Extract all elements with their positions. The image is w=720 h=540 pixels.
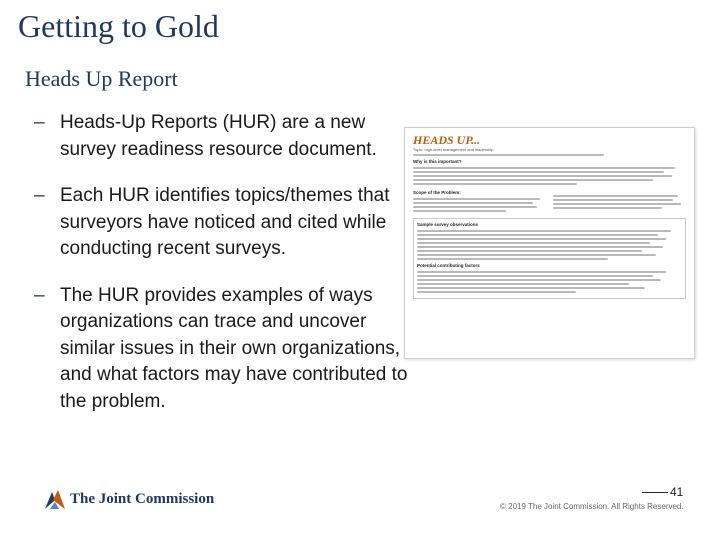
thumbnail-section-factors: Potential contributing factors — [417, 263, 480, 268]
bullet-item — [34, 183, 410, 263]
page-number: 41 — [670, 485, 684, 499]
text-line — [413, 202, 533, 204]
text-line — [413, 210, 506, 212]
text-line — [417, 283, 629, 285]
bullet-text: The HUR provides examples of ways organizations can trace and uncover similar issues in their own organizations, and what factors may have contributed to the problem. — [60, 284, 408, 412]
text-line — [413, 154, 604, 156]
thumbnail-section-samples: Sample survey observations — [417, 222, 479, 227]
copyright-notice: © 2019 The Joint Commission. All Rights Reserved. — [500, 502, 684, 511]
text-line — [417, 287, 645, 289]
thumbnail-col-left — [413, 187, 547, 214]
slide-title: Getting to Gold — [18, 8, 219, 44]
text-line — [417, 271, 666, 273]
logo-text: The Joint Commission — [70, 490, 215, 507]
text-line — [417, 250, 642, 252]
text-line — [553, 195, 678, 197]
bullet-dash: – — [34, 185, 45, 206]
text-line — [413, 206, 537, 208]
text-line — [417, 275, 653, 277]
thumbnail-section-scope: Scope of the Problem: — [413, 190, 461, 195]
text-line — [553, 207, 662, 209]
bullet-item — [34, 283, 410, 416]
text-line — [417, 234, 658, 236]
text-line — [417, 279, 661, 281]
text-line — [417, 258, 608, 260]
text-line — [417, 254, 656, 256]
thumbnail-doc-subtitle: Topic: high-level management and leadership — [413, 147, 494, 152]
text-line — [417, 230, 671, 232]
text-line — [417, 246, 663, 248]
bullet-item — [34, 110, 410, 163]
bullet-list — [34, 110, 410, 435]
slide-subtitle: Heads Up Report — [25, 66, 178, 91]
text-line — [417, 242, 650, 244]
bullet-dash: – — [34, 112, 45, 133]
text-line — [553, 199, 673, 201]
page-number-rule — [642, 492, 668, 493]
thumbnail-columns — [413, 187, 686, 214]
text-line — [417, 291, 576, 293]
bullet-dash: – — [34, 284, 45, 306]
text-line — [413, 171, 664, 173]
thumbnail-section-why: Why is this important? — [413, 159, 462, 164]
bullet-text: Heads-Up Reports (HUR) are a new survey readiness resource document. — [60, 112, 377, 160]
thumbnail-col-right — [553, 187, 687, 214]
text-line — [413, 198, 540, 200]
joint-commission-logo — [44, 488, 214, 510]
logo-mark-icon — [44, 488, 66, 510]
bullet-text: Each HUR identifies topics/themes that surveyors have noticed and cited while conducting recent surveys. — [60, 185, 390, 259]
thumbnail-observations-box — [413, 218, 686, 299]
text-line — [413, 183, 577, 185]
thumbnail-doc-title: HEADS UP... — [413, 133, 481, 147]
text-line — [417, 238, 666, 240]
text-line — [413, 175, 672, 177]
text-line — [553, 203, 681, 205]
text-line — [413, 167, 675, 169]
text-line — [413, 179, 653, 181]
heads-up-report-thumbnail — [404, 127, 695, 359]
